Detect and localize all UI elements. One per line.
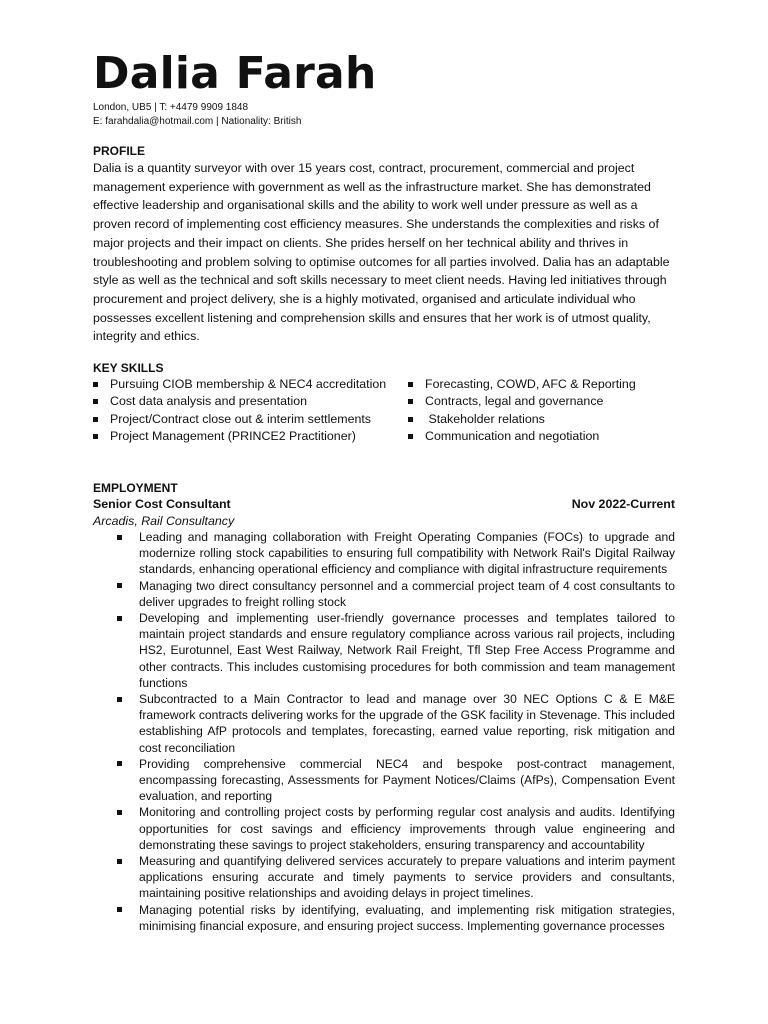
job-title: Senior Cost Consultant: [93, 497, 231, 511]
duty-item: Measuring and quantifying delivered services accurately to prepare valuations and interim payment applications ensuring accurate and timely payments to service providers and consultants, maintaining positive relationships and avoiding delays in project timelines.: [117, 853, 675, 902]
skill-item: Project/Contract close out & interim settlements: [93, 411, 386, 428]
skill-item: Contracts, legal and governance: [408, 393, 636, 410]
duty-item: Leading and managing collaboration with Freight Operating Companies (FOCs) to upgrade and modernize rolling stock capabilities to ensuring full compatibility with Network Rail's Digital Railway standards, enhancing operational efficiency and compliance with digital infrastructure requirements: [117, 529, 675, 578]
skills-column-right: [408, 376, 636, 445]
skill-item: Forecasting, COWD, AFC & Reporting: [408, 376, 636, 393]
profile-heading: PROFILE: [93, 144, 146, 158]
contact-line-email-nationality: E: farahdalia@hotmail.com | Nationality: British: [93, 116, 302, 127]
skill-item: Project Management (PRINCE2 Practitioner): [93, 428, 386, 445]
profile-text: Dalia is a quantity surveyor with over 15 years cost, contract, procurement, commercial and project management experience with government as well as the infrastructure market. She has demonstrated effective leadership and organisational skills and the ability to work well under pressure as well as a proven record of implementing cost efficiency measures. She understands the complexities and risks of major projects and their impact on clients. She prides herself on her technical ability and thrives in troubleshooting and problem solving to optimise outcomes for all parties involved. Dalia has an adaptable style as well as the technical and soft skills necessary to meet client needs. Having led initiatives through procurement and project delivery, she is a highly motivated, organised and articulate individual who possesses excellent listening and comprehension skills and ensures that her work is of utmost quality, integrity and ethics.: [93, 161, 670, 344]
skill-item: Stakeholder relations: [408, 411, 636, 428]
duty-item: Providing comprehensive commercial NEC4 and bespoke post-contract management, encompassing forecasting, Assessments for Payment Notices/Claims (AfPs), Compensation Event evaluation, and reporting: [117, 756, 675, 805]
job-employer: Arcadis, Rail Consultancy: [93, 514, 235, 528]
candidate-name: Dalia Farah: [93, 48, 377, 99]
job-duties-list: [117, 529, 675, 934]
employment-heading: EMPLOYMENT: [93, 481, 178, 495]
duty-item: Developing and implementing user-friendly governance processes and templates tailored to maintain project standards and ensure regulatory compliance across various rail projects, including HS2, Eurotunnel, East West Railway, Network Rail Freight, Tfl Step Free Access Programme and other contracts. This includes customising procedures for both commission and team management functions: [117, 610, 675, 691]
duty-item: Managing two direct consultancy personnel and a commercial project team of 4 cost consultants to deliver upgrades to freight rolling stock: [117, 578, 675, 610]
duty-item: Managing potential risks by identifying, evaluating, and implementing risk mitigation strategies, minimising financial exposure, and ensuring project success. Implementing governance processes: [117, 902, 675, 934]
skills-column-left: [93, 376, 386, 445]
key-skills-heading: KEY SKILLS: [93, 361, 164, 375]
job-dates: Nov 2022-Current: [571, 497, 675, 511]
contact-line-location-phone: London, UB5 | T: +4479 9909 1848: [93, 102, 249, 113]
duty-item: Monitoring and controlling project costs by performing regular cost analysis and audits. Identifying opportunities for cost savings and efficiency improvements through value engineering and demonstrating these savings to project stakeholders, ensuring transparency and accountability: [117, 804, 675, 853]
skill-item: Cost data analysis and presentation: [93, 393, 386, 410]
skill-item: Pursuing CIOB membership & NEC4 accreditation: [93, 376, 386, 393]
skill-item: Communication and negotiation: [408, 428, 636, 445]
duty-item: Subcontracted to a Main Contractor to lead and manage over 30 NEC Options C & E M&E framework contracts delivering works for the upgrade of the GSK facility in Stevenage. This included establishing AfP protocols and templates, forecasting, earned value reporting, risk mitigation and cost reconciliation: [117, 691, 675, 756]
